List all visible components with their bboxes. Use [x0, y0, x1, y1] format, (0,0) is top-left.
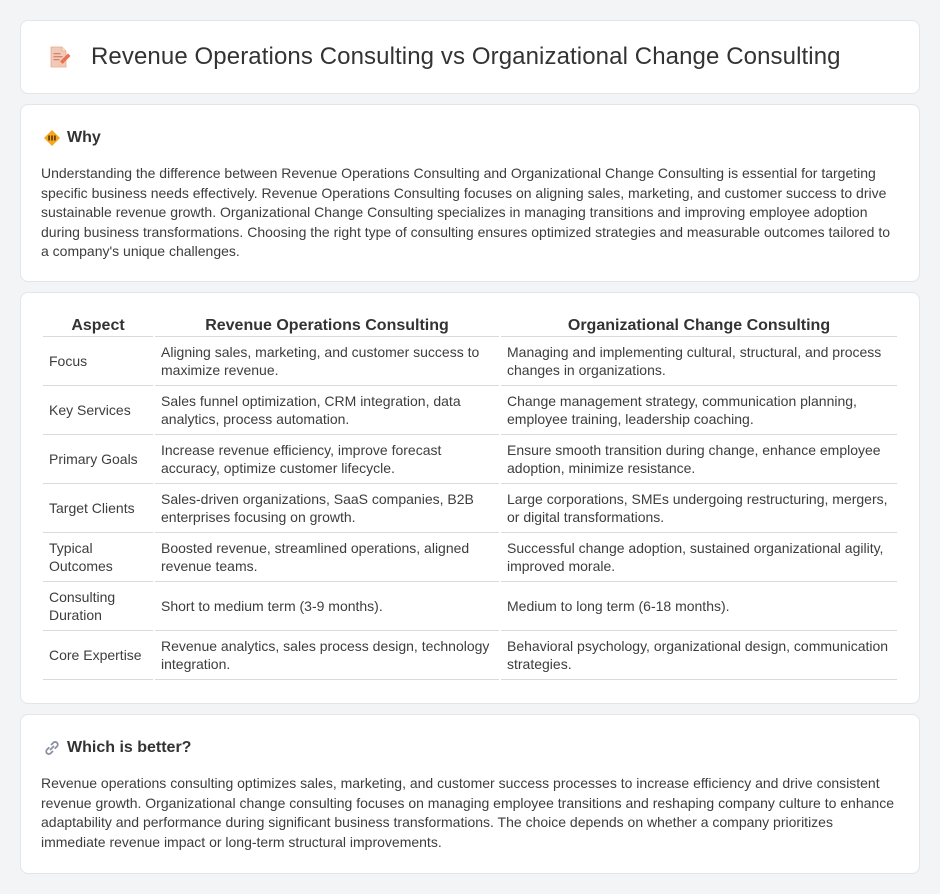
revops-cell: Sales funnel optimization, CRM integration, data analytics, process automation.	[155, 386, 499, 435]
table-row	[43, 533, 897, 582]
why-heading: Why	[67, 129, 101, 146]
table-header-row	[43, 315, 897, 337]
aspect-cell: Focus	[43, 337, 153, 386]
table-row	[43, 484, 897, 533]
link-icon	[43, 739, 61, 757]
diamond-warning-icon	[43, 129, 61, 147]
why-text: Understanding the difference between Revenue Operations Consulting and Organizational Change Consulting is essential for targeting specific business needs effectively. Revenue Operations Consulting focuses on aligning sales, marketing, and customer success to drive sustainable revenue growth. Organizational Change Consulting specializes in managing transitions and improving employee adoption during business transformations. Choosing the right type of consulting ensures optimized strategies and measurable outcomes tailored to a company's unique challenges.	[41, 165, 891, 259]
change-cell: Managing and implementing cultural, structural, and process changes in organizations.	[501, 337, 897, 386]
column-header-revops: Revenue Operations Consulting	[155, 315, 499, 337]
change-cell: Ensure smooth transition during change, enhance employee adoption, minimize resistance.	[501, 435, 897, 484]
aspect-cell: Target Clients	[43, 484, 153, 533]
table-row	[43, 337, 897, 386]
aspect-cell: Primary Goals	[43, 435, 153, 484]
title-card	[20, 20, 920, 94]
revops-cell: Sales-driven organizations, SaaS companies, B2B enterprises focusing on growth.	[155, 484, 499, 533]
change-cell: Behavioral psychology, organizational design, communication strategies.	[501, 631, 897, 680]
why-section	[20, 104, 920, 282]
table-row	[43, 631, 897, 680]
revops-cell: Revenue analytics, sales process design, technology integration.	[155, 631, 499, 680]
change-cell: Successful change adoption, sustained organizational agility, improved morale.	[501, 533, 897, 582]
column-header-aspect: Aspect	[43, 315, 153, 337]
revops-cell: Short to medium term (3-9 months).	[155, 582, 499, 631]
revops-cell: Boosted revenue, streamlined operations, aligned revenue teams.	[155, 533, 499, 582]
aspect-cell: Key Services	[43, 386, 153, 435]
aspect-cell: Typical Outcomes	[43, 533, 153, 582]
which-better-text: Revenue operations consulting optimizes sales, marketing, and customer success processes to increase efficiency and drive consistent revenue growth. Organizational change consulting focuses on managing employee transitions and reshaping company culture to enhance adaptability and performance during significant business transformations. The choice depends on whether a company prioritizes immediate revenue impact or long-term structural improvements.	[41, 775, 894, 850]
revops-cell: Increase revenue efficiency, improve forecast accuracy, optimize customer lifecycle.	[155, 435, 499, 484]
table-row	[43, 386, 897, 435]
change-cell: Large corporations, SMEs undergoing restructuring, mergers, or digital transformations.	[501, 484, 897, 533]
comparison-section	[20, 292, 920, 704]
comparison-table	[41, 315, 899, 680]
change-cell: Medium to long term (6-18 months).	[501, 582, 897, 631]
page-title: Revenue Operations Consulting vs Organizational Change Consulting	[91, 43, 841, 70]
aspect-cell: Consulting Duration	[43, 582, 153, 631]
which-better-heading: Which is better?	[67, 739, 192, 756]
which-better-section	[20, 714, 920, 874]
revops-cell: Aligning sales, marketing, and customer success to maximize revenue.	[155, 337, 499, 386]
table-row	[43, 582, 897, 631]
change-cell: Change management strategy, communication planning, employee training, leadership coaching.	[501, 386, 897, 435]
table-row	[43, 435, 897, 484]
document-edit-icon	[47, 45, 71, 69]
column-header-change: Organizational Change Consulting	[501, 315, 897, 337]
aspect-cell: Core Expertise	[43, 631, 153, 680]
